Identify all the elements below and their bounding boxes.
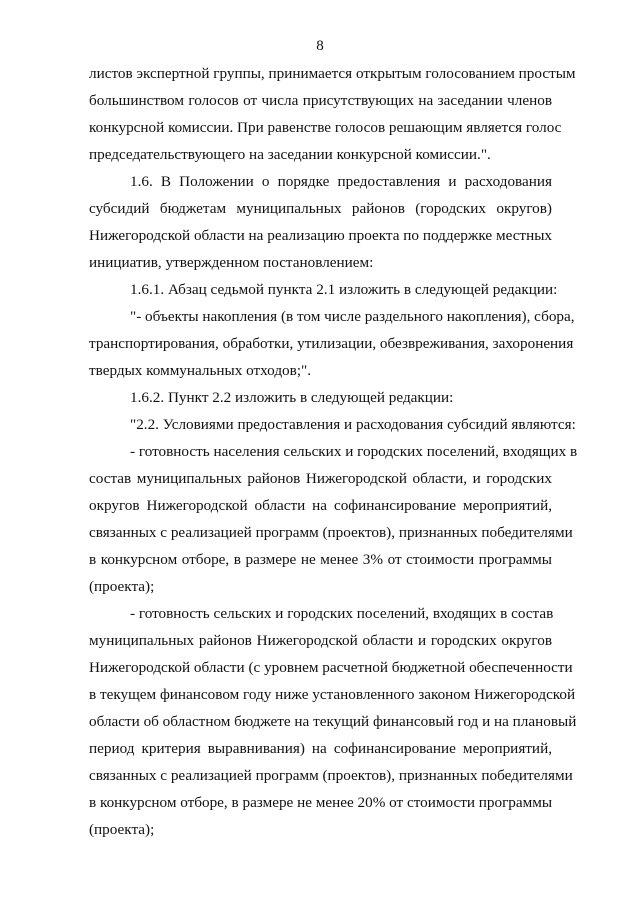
text-line: твердых коммунальных отходов;".	[89, 362, 312, 379]
text-line: в конкурсном отборе, в размере не менее 20% от стоимости программы	[89, 794, 553, 811]
text-line: - готовность сельских и городских поселений, входящих в состав	[130, 605, 554, 622]
text-line: (проекта);	[89, 821, 155, 838]
text-line: в текущем финансовом году ниже установленного законом Нижегородской	[89, 686, 576, 703]
document-body	[89, 60, 578, 843]
text-line: в конкурсном отборе, в размере не менее 3% от стоимости программы	[89, 551, 552, 568]
text-line: (проекта);	[89, 578, 155, 595]
text-line: большинством голосов от числа присутствующих на заседании членов	[89, 92, 552, 109]
text-line: области об областном бюджете на текущий финансовый год и на плановый	[89, 713, 577, 730]
text-line: округов Нижегородской области на софинансирование мероприятий,	[89, 497, 552, 514]
text-line: - готовность населения сельских и городских поселений, входящих в	[130, 443, 578, 460]
text-line: муниципальных районов Нижегородской области и городских округов	[89, 632, 552, 649]
text-line: конкурсной комиссии. При равенстве голосов решающим является голос	[89, 119, 562, 136]
text-line: связанных с реализацией программ (проектов), признанных победителями	[89, 767, 573, 784]
text-line: листов экспертной группы, принимается открытым голосованием простым	[89, 65, 576, 82]
text-line: 1.6. В Положении о порядке предоставления и расходования	[130, 173, 552, 190]
text-line: субсидий бюджетам муниципальных районов (городских округов)	[89, 200, 552, 217]
text-line: "- объекты накопления (в том числе раздельного накопления), сбора,	[130, 308, 575, 325]
text-line: период критерия выравнивания) на софинансирование мероприятий,	[89, 740, 552, 757]
text-line: председательствующего на заседании конкурсной комиссии.".	[89, 146, 491, 163]
text-line: Нижегородской области (с уровнем расчетной бюджетной обеспеченности	[89, 659, 573, 676]
text-line: "2.2. Условиями предоставления и расходования субсидий являются:	[130, 416, 576, 433]
text-line: Нижегородской области на реализацию проекта по поддержке местных	[89, 227, 552, 244]
page-number: 8	[316, 38, 324, 54]
text-line: связанных с реализацией программ (проектов), признанных победителями	[89, 524, 573, 541]
text-line: 1.6.1. Абзац седьмой пункта 2.1 изложить в следующей редакции:	[130, 281, 558, 298]
text-line: транспортирования, обработки, утилизации, обезвреживания, захоронения	[89, 335, 574, 352]
text-line: 1.6.2. Пункт 2.2 изложить в следующей редакции:	[130, 389, 454, 406]
text-line: состав муниципальных районов Нижегородской области, и городских	[89, 470, 552, 487]
text-line: инициатив, утвержденном постановлением:	[89, 254, 374, 271]
